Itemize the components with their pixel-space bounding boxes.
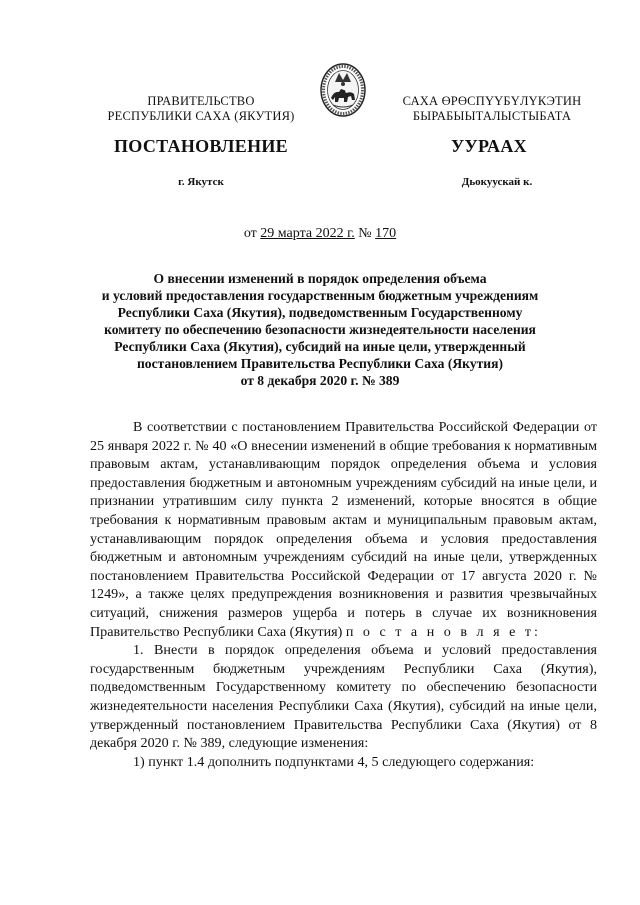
title-line: Республики Саха (Якутия), подведомственным Государственному bbox=[117, 305, 523, 320]
document-body bbox=[90, 418, 597, 771]
document-number: 170 bbox=[375, 226, 397, 241]
city-sakha: Дьокуускай к. bbox=[461, 176, 533, 188]
document-title bbox=[90, 270, 550, 389]
government-name-sah-line2: БЫРАБЫЫТАЛЫСТЫБАТА bbox=[412, 109, 572, 123]
date-prefix: от bbox=[243, 226, 257, 241]
title-line: и условий предоставления государственным бюджетным учреждениям bbox=[101, 288, 539, 303]
preamble-text: В соответствии с постановлением Правительства Российской Федерации от 25 января 2022 г. № 40 «О внесении изменений в общие требования к нормативным правовым актам, устанавливающим порядок определения объема и условия предоставления бюджетным и автономным учреждениям субсидий на иные цели, и признании утратившим силу пункта 2 изменений, которые вносятся в общие требования к нормативным правовым актам и муниципальным правовым актам, устанавливающим порядок определения объема и условия предоставления бюджетным и автономным учреждениям субсидий на иные цели, утвержденных постановлением Правительства Российской Федерации от 17 августа 2020 г. № 1249», а также целях предупреждения возникновения и развития чрезвычайных ситуаций, снижения размеров ущерба и потерь в случае их возникновения Правительство Республики Саха (Якутия) bbox=[90, 419, 597, 640]
number-sign: № bbox=[358, 226, 372, 241]
document-type-russian: ПОСТАНОВЛЕНИЕ bbox=[114, 136, 288, 156]
city-russian: г. Якутск bbox=[178, 176, 224, 188]
document-type-sakha: УУРААХ bbox=[451, 136, 527, 156]
preamble-paragraph bbox=[90, 418, 597, 641]
government-name-sakha bbox=[372, 94, 612, 124]
resolves-word: п о с т а н о в л я е т: bbox=[345, 623, 541, 640]
title-line: Республики Саха (Якутия), субсидий на иные цели, утвержденный bbox=[114, 339, 526, 354]
clause-1-paragraph: 1. Внести в порядок определения объема и условий предоставления государственным бюджетным учреждениям Республики Саха (Якутия), подведомственным Государственному комитету по обеспечению безопасности жизнедеятельности населения Республики Саха (Якутия), субсидий на иные цели, утвержденный постановлением Правительства Республики Саха (Якутия) от 8 декабря 2020 г. № 389, следующие изменения: bbox=[90, 642, 597, 752]
coat-of-arms-emblem-icon bbox=[318, 60, 368, 118]
government-name-ru-line1: ПРАВИТЕЛЬСТВО bbox=[147, 94, 255, 108]
government-name-russian bbox=[96, 94, 306, 124]
title-line: комитету по обеспечению безопасности жизнедеятельности населения bbox=[104, 322, 536, 337]
document-header bbox=[0, 0, 640, 140]
title-line: постановлением Правительства Республики Саха (Якутия) bbox=[136, 356, 504, 371]
date-number-line bbox=[0, 226, 640, 242]
document-date: 29 марта 2022 г. bbox=[260, 226, 355, 241]
subclause-1-paragraph: 1) пункт 1.4 дополнить подпунктами 4, 5 следующего содержания: bbox=[133, 753, 535, 770]
title-line: от 8 декабря 2020 г. № 389 bbox=[240, 373, 400, 388]
government-name-sah-line1: САХА ӨРӨСПҮҮБҮЛҮКЭТИН bbox=[402, 94, 582, 108]
government-name-ru-line2: РЕСПУБЛИКИ САХА (ЯКУТИЯ) bbox=[107, 109, 295, 123]
title-line: О внесении изменений в порядок определения объема bbox=[153, 271, 487, 286]
